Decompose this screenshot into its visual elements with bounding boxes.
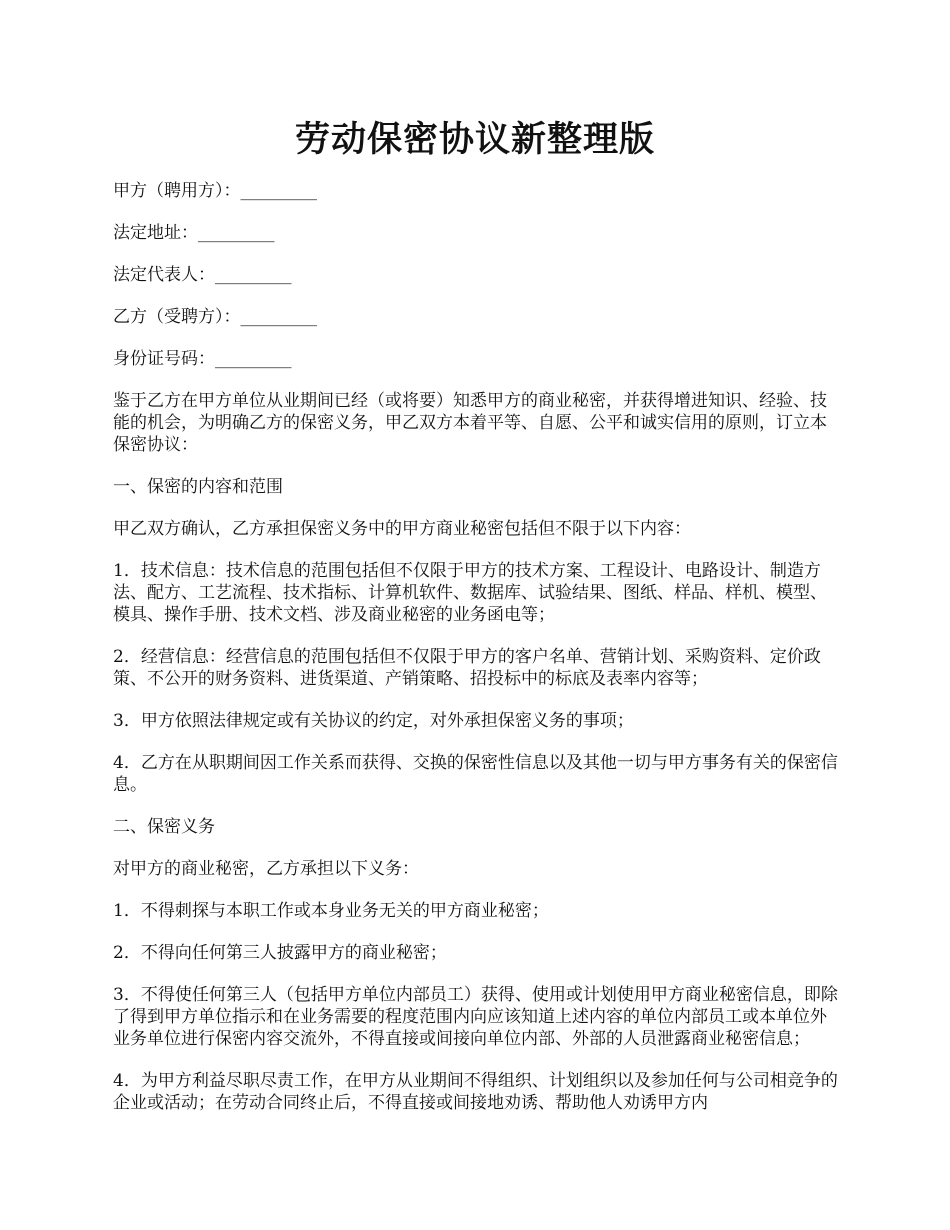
scope-item-business: 2．经营信息：经营信息的范围包括但不仅限于甲方的客户名单、营销计划、采购资料、定价政策、不公开的财务资料、进货渠道、产销策略、招投标中的标底及表率内容等；	[113, 647, 821, 689]
obligation-item-1: 1．不得刺探与本职工作或本身业务无关的甲方商业秘密；	[113, 901, 549, 921]
scope-intro-paragraph: 甲乙双方确认，乙方承担保密义务中的甲方商业秘密包括但不限于以下内容：	[113, 519, 691, 539]
scope-item-legal: 3．甲方依照法律规定或有关协议的约定，对外承担保密义务的事项；	[113, 711, 634, 731]
obligation-item-3: 3．不得使任何第三人（包括甲方单位内部员工）获得、使用或计划使用甲方商业秘密信息，即除了得到甲方单位指示和在业务需要的程度范围内向应该知道上述内容的单位内部员工或本单位外业务单位进行保密内容交流外，不得直接或间接向单位内部、外部的人员泄露商业秘密信息；	[113, 985, 838, 1049]
document-title: 劳动保密协议新整理版	[294, 119, 655, 160]
party-a-line: 甲方（聘用方）：_________	[113, 181, 317, 201]
id-number-line: 身份证号码：_________	[113, 349, 292, 369]
preamble-paragraph: 鉴于乙方在甲方单位从业期间已经（或将要）知悉甲方的商业秘密，并获得增进知识、经验、技能的机会，为明确乙方的保密义务，甲乙双方本着平等、自愿、公平和诚实信用的原则，订立本保密协议：	[113, 391, 827, 455]
obligations-intro-paragraph: 对甲方的商业秘密，乙方承担以下义务：	[113, 859, 419, 879]
obligation-item-4: 4．为甲方利益尽职尽责工作，在甲方从业期间不得组织、计划组织以及参加任何与公司相竞争的企业或活动；在劳动合同终止后，不得直接或间接地劝诱、帮助他人劝诱甲方内	[113, 1071, 838, 1113]
scope-item-other: 4．乙方在从职期间因工作关系而获得、交换的保密性信息以及其他一切与甲方事务有关的保密信息。	[113, 753, 838, 795]
legal-representative-line: 法定代表人：_________	[113, 265, 292, 285]
section-heading-obligations: 二、保密义务	[113, 817, 215, 837]
scope-item-technical: 1．技术信息：技术信息的范围包括但不仅限于甲方的技术方案、工程设计、电路设计、制造方法、配方、工艺流程、技术指标、计算机软件、数据库、试验结果、图纸、样品、样机、模型、模具、操作手册、技术文档、涉及商业秘密的业务函电等；	[113, 561, 827, 625]
document-body	[113, 180, 841, 1134]
legal-address-line: 法定地址：_________	[113, 223, 275, 243]
obligation-item-2: 2．不得向任何第三人披露甲方的商业秘密；	[113, 943, 447, 963]
party-b-line: 乙方（受聘方）：_________	[113, 307, 317, 327]
section-heading-scope: 一、保密的内容和范围	[113, 477, 283, 497]
